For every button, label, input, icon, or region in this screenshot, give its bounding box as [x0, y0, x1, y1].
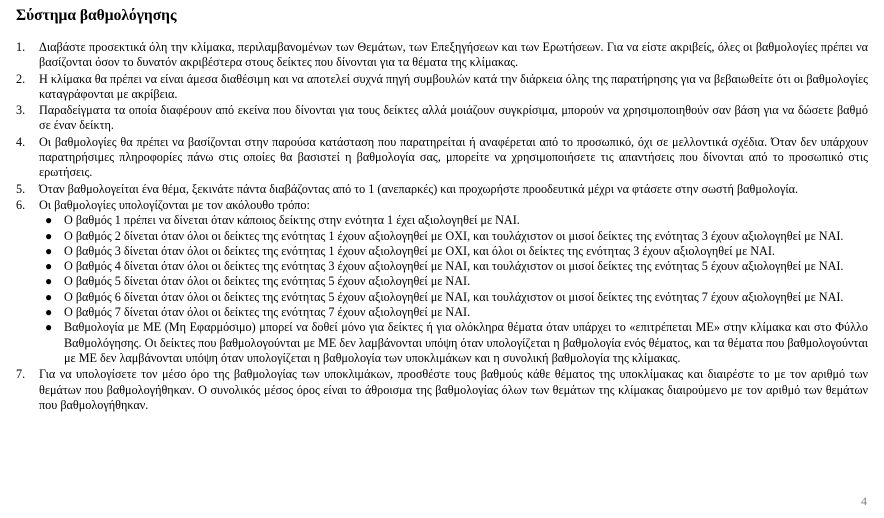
sub-list-item: [39, 320, 868, 366]
list-item: [16, 198, 868, 366]
bullet-icon: ●: [45, 320, 53, 335]
scoring-rules-list: [39, 213, 868, 366]
page-number: 4: [861, 494, 867, 508]
item-text: Για να υπολογίσετε τον μέσο όρο της βαθμολογίας των υποκλιμάκων, προσθέστε τους βαθμούς κάθε θέματος της υποκλίμακας και διαιρέστε το με τον αριθμό των θεμάτων που βαθμολογήθηκαν. Ο συνολικός μέσος όρος είναι το άθροισμα της βαθμολογίας όλων των θεμάτων της κλίμακας διαιρούμενο με τον αριθμό των θεμάτων που βαθμολογήθηκαν.: [39, 367, 868, 412]
list-item: [16, 40, 868, 71]
item-text: Όταν βαθμολογείται ένα θέμα, ξεκινάτε πάντα διαβάζοντας από το 1 (ανεπαρκές) και προχωρήστε προοδευτικά μέχρι να φτάσετε στην σωστή βαθμολογία.: [39, 181, 799, 196]
item-number: 2.: [16, 71, 26, 86]
sub-list-item: [39, 229, 868, 244]
sub-item-text: Ο βαθμός 6 δίνεται όταν όλοι οι δείκτες της ενότητας 5 έχουν αξιολογηθεί με ΝΑΙ, και τουλάχιστον οι μισοί δείκτες της ενότητας 7 έχουν αξιολογηθεί με ΝΑΙ.: [64, 289, 844, 304]
bullet-icon: ●: [45, 305, 53, 320]
item-number: 4.: [16, 134, 26, 149]
bullet-icon: ●: [45, 289, 53, 304]
sub-list-item: [39, 244, 868, 259]
item-text: Οι βαθμολογίες θα πρέπει να βασίζονται στην παρούσα κατάσταση που παρατηρείται ή αναφέρεται από το προσωπικό, όχι σε μελλοντικά σχέδια. Όταν δεν υπάρχουν παρατηρήσιμες πληροφορίες πάνω στις οποίες θα βασιστεί η βαθμολογία σας, μπορείτε να χρησιμοποιήσετε τις απαντήσεις που δίνονται από το προσωπικό στις ερωτήσεις.: [39, 134, 868, 180]
list-item: [16, 103, 868, 134]
list-item: [16, 182, 868, 197]
item-text: Παραδείγματα τα οποία διαφέρουν από εκείνα που δίνονται για τους δείκτες αλλά μοιάζουν συγκρίσιμα, μπορούν να χρησιμοποιηθούν σαν βάση για να δώσετε βαθμό σε έναν δείκτη.: [39, 103, 868, 133]
sub-item-text: Ο βαθμός 3 δίνεται όταν όλοι οι δείκτες της ενότητας 1 έχουν αξιολογηθεί με ΟΧΙ, και όλοι οι δείκτες της ενότητας 3 έχουν αξιολογηθεί με ΝΑΙ.: [64, 243, 775, 258]
sub-list-item: [39, 259, 868, 274]
list-item: [16, 367, 868, 413]
sub-item-text: Βαθμολογία με ΜΕ (Μη Εφαρμόσιμο) μπορεί να δοθεί μόνο για δείκτες ή για ολόκληρα θέματα όταν υπάρχει το «επιτρέπεται ΜΕ» στην κλίμακα και στο Φύλλο Βαθμολόγησης. Οι δείκτες που βαθμολογούνται με ΜΕ δεν λαμβάνονται υπόψη όταν υπολογίζεται η βαθμολογία ενός θέματος, και τα θέματα που βαθμολογούνται με ΜΕ δεν λαμβάνονται υπόψη όταν υπολογίζεται η βαθμολογία των υποκλιμάκων και η συνολική βαθμολογία της κλίμακας.: [64, 320, 868, 365]
bullet-icon: ●: [45, 243, 53, 258]
sub-item-text: Ο βαθμός 2 δίνεται όταν όλοι οι δείκτες της ενότητας 1 έχουν αξιολογηθεί με ΟΧΙ, και τουλάχιστον οι μισοί δείκτες της ενότητας 3 έχουν αξιολογηθεί με ΝΑΙ.: [64, 228, 844, 243]
sub-list-item: [39, 305, 868, 320]
item-number: 6.: [16, 197, 26, 212]
sub-list-item: [39, 213, 868, 228]
sub-item-text: Ο βαθμός 1 πρέπει να δίνεται όταν κάποιος δείκτης στην ενότητα 1 έχει αξιολογηθεί με ΝΑΙ.: [64, 213, 520, 228]
item-text: Οι βαθμολογίες υπολογίζονται με τον ακόλουθο τρόπο:: [39, 197, 310, 212]
item-number: 5.: [16, 181, 26, 196]
item-text: Η κλίμακα θα πρέπει να είναι άμεσα διαθέσιμη και να αποτελεί συχνά πηγή συμβουλών κατά την διάρκεια όλης της παρατήρησης για να βεβαιωθείτε ότι οι βαθμολογίες καταγράφονται με ακρίβεια.: [39, 71, 868, 101]
bullet-icon: ●: [45, 213, 53, 228]
item-number: 3.: [16, 103, 26, 118]
bullet-icon: ●: [45, 274, 53, 289]
sub-list-item: [39, 290, 868, 305]
sub-list-item: [39, 274, 868, 289]
item-text: Διαβάστε προσεκτικά όλη την κλίμακα, περιλαμβανομένων των Θεμάτων, των Επεξηγήσεων και των Ερωτήσεων. Για να είστε ακριβείς, όλες οι βαθμολογίες πρέπει να βασίζονται όσον το δυνατόν ακριβέστερα στους δείκτες που δίνονται για τα θέματα της κλίμακας.: [39, 40, 868, 70]
item-number: 7.: [16, 367, 26, 382]
sub-item-text: Ο βαθμός 5 δίνεται όταν όλοι οι δείκτες της ενότητας 5 έχουν αξιολογηθεί με ΝΑΙ.: [64, 274, 471, 289]
bullet-icon: ●: [45, 259, 53, 274]
list-item: [16, 72, 868, 103]
page-title: Σύστημα βαθμολόγησης: [16, 7, 177, 24]
item-number: 1.: [16, 40, 26, 54]
sub-item-text: Ο βαθμός 4 δίνεται όταν όλοι οι δείκτες της ενότητας 3 έχουν αξιολογηθεί με ΝΑΙ, και τουλάχιστον οι μισοί δείκτες της ενότητας 5 έχουν αξιολογηθεί με ΝΑΙ.: [64, 259, 844, 274]
bullet-icon: ●: [45, 228, 53, 243]
instructions-list: [16, 40, 868, 414]
sub-item-text: Ο βαθμός 7 δίνεται όταν όλοι οι δείκτες της ενότητας 7 έχουν αξιολογηθεί με ΝΑΙ.: [64, 305, 471, 320]
list-item: [16, 135, 868, 181]
